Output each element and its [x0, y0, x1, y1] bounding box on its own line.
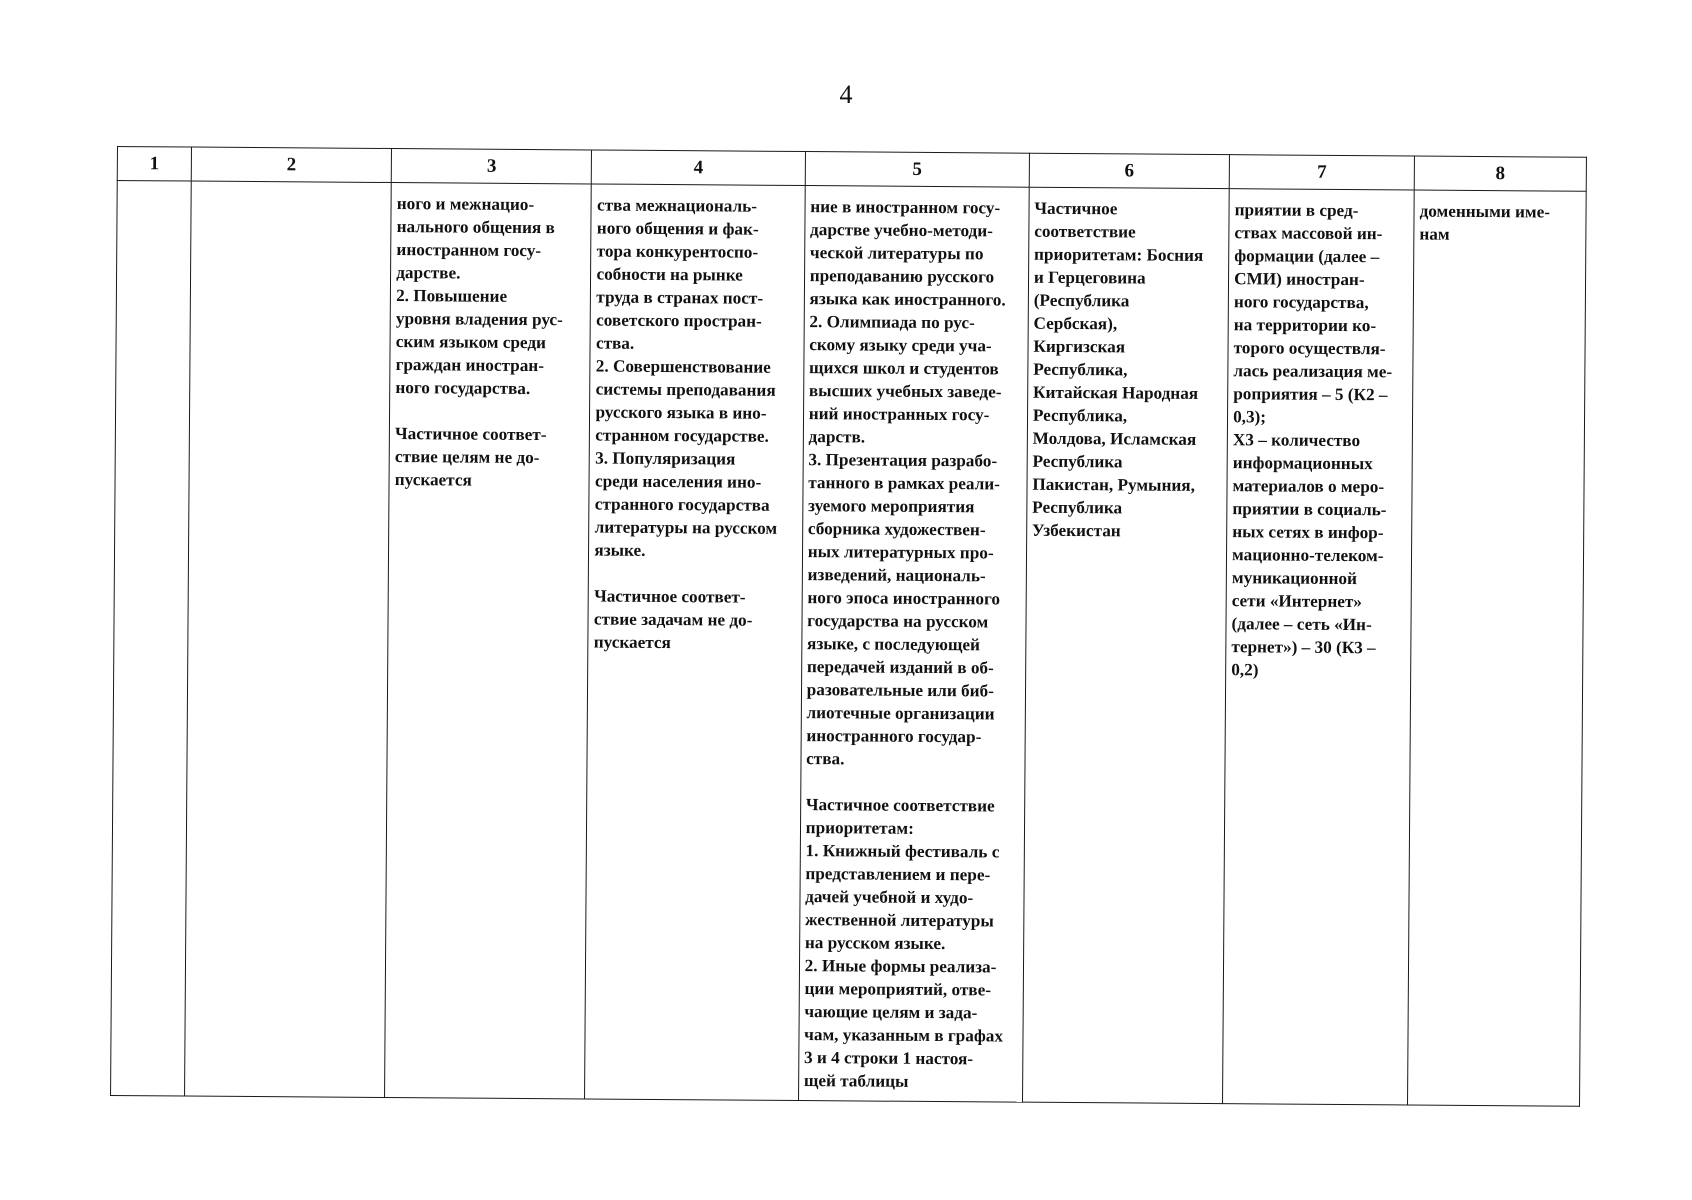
- column-header-4: 4: [592, 150, 806, 186]
- page-number: 4: [839, 80, 853, 109]
- tasks-text: ства межнациональ- ного общения и фак- тора конкурентоспо- собности на рынке труда в странах пост- советского простран- ства. 2. Совершенствование системы преподавания русского языка в ино- странном государстве. 3. Популяризация среди населения ино- странного государства литературы на русском языке.: [594, 195, 778, 560]
- activities-priorities-note: Частичное соответствие приоритетам: 1. Книжный фестиваль с представлением и пере- дачей учебной и худо- жественной литературы на русском языке. 2. Иные формы реализа- ции мероприятий, отве- чающие целям и зада- чам, указанным в графах 3 и 4 строки 1 настоя- щей таблицы: [803, 795, 1004, 1091]
- column-header-2: 2: [191, 147, 391, 182]
- countries-priorities-text: Частичное соответствие приоритетам: Босния и Герцеговина (Республика Сербская), Киргизская Республика, Китайская Народная Республика, Молдова, Исламская Республика Пакистан, Румыния, Республика Узбекистан: [1031, 198, 1204, 541]
- column-header-8: 8: [1414, 156, 1586, 191]
- cell-col-3: [385, 183, 592, 1099]
- cell-col-6: [1022, 187, 1229, 1103]
- indicators-text: приятии в сред- ствах массовой ин- формации (далее – СМИ) иностран- ного государства, на территории ко- торого осуществля- лась реализация ме- роприятия – 5 (К2 – 0,3); Х3 – количество информационных материалов о меро- приятии в социаль- ных сетях в инфор- мационно-телеком- муникационной сети «Интернет» (далее – сеть «Ин- тернет») – 30 (К3 – 0,2): [1231, 200, 1393, 680]
- column-header-6: 6: [1029, 153, 1229, 188]
- cell-col-8: [1408, 190, 1587, 1106]
- goals-text: ного и межнацио- нального общения в иностранном госу- дарстве. 2. Повышение уровня владения рус- ским языком среди граждан иностран- ного государства.: [395, 194, 563, 399]
- cell-col-5: [798, 186, 1029, 1103]
- cell-col-2: [185, 181, 392, 1097]
- table-container: [110, 146, 1587, 1107]
- goals-compliance-note: Частичное соответ- ствие целям не до- пускается: [394, 424, 547, 490]
- tasks-compliance-note: Частичное соответ- ствие задачам не до- пускается: [593, 586, 753, 653]
- cell-col-4: [585, 184, 805, 1101]
- table-row: [111, 181, 1587, 1107]
- col8-text: доменными име- нам: [1419, 201, 1551, 244]
- column-header-7: 7: [1229, 155, 1414, 190]
- column-header-5: 5: [805, 152, 1029, 188]
- cell-col-7: [1223, 189, 1415, 1105]
- document-table: [110, 146, 1587, 1107]
- cell-col-1: [111, 181, 192, 1097]
- column-header-3: 3: [391, 149, 591, 184]
- column-header-1: 1: [117, 147, 191, 182]
- activities-text: ние в иностранном госу- дарстве учебно-методи- ческой литературы по преподаванию русского языка как иностранного. 2. Олимпиада по рус- скому языку среди уча- щихся школ и студентов высших учебных заведе- ний иностранных госу- дарств. 3. Презентация разрабо- танного в рамках реали- зуемого мероприятия сборника художествен- ных литературных про- изведений, националь- ного эпоса иностранного государства на русском языке, с последующей передачей изданий в об- разовательные или биб- лиотечные организации иностранного государ- ства.: [806, 197, 1006, 769]
